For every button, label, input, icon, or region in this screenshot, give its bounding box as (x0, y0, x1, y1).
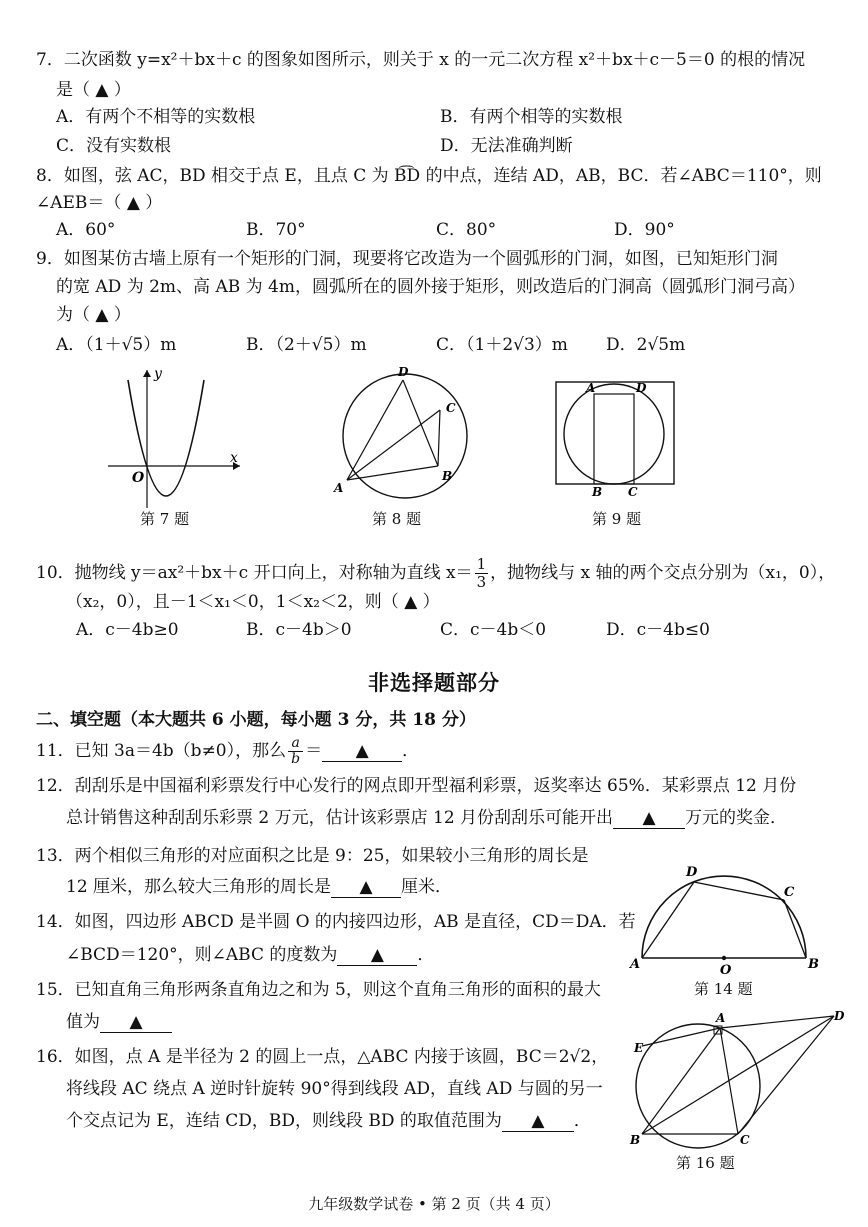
q11-line: 11．已知 3a＝4b（b≠0），那么 $\frac{a}{b}$ ＝ ▲ ． (36, 735, 420, 767)
q16-line3 (66, 1106, 591, 1132)
figure-7-caption: 第 7 题 (140, 510, 190, 528)
q7-stem-line1: 7．二次函数 y=x²＋bx＋c 的图象如图所示，则关于 x 的一元二次方程 x²＋bx＋c－5＝0 的根的情况 (36, 50, 806, 70)
q12-answer-blank[interactable]: ▲ (613, 808, 685, 829)
q7-option-b: B．有两个相等的实数根 (440, 107, 623, 127)
q12-text-part2: 万元的奖金． (685, 808, 788, 828)
q14-text-part1: ∠BCD＝120°，则∠ABC 的度数为 (66, 945, 338, 965)
q7-option-d: D．无法准确判断 (440, 136, 573, 156)
part-two-heading: 二、填空题（本大题共 6 小题，每小题 3 分，共 18 分） (36, 710, 476, 730)
q11-end: ． (402, 741, 420, 761)
figure-14-label-b: B (808, 957, 819, 972)
q12-line2 (66, 803, 787, 829)
figure-14-label-a: A (630, 957, 641, 972)
figure-7-y-label: y (154, 366, 162, 382)
q8-option-b: B．70° (246, 220, 306, 240)
q10-fraction-numerator: 1 (476, 555, 487, 573)
q14-line2 (66, 940, 434, 966)
figure-16-label-d: D (834, 1009, 845, 1023)
q10-fraction-denominator: 3 (476, 573, 487, 591)
figure-7-origin-label: O (132, 470, 145, 486)
q13-answer-blank[interactable]: ▲ (331, 877, 401, 898)
q10-option-c: C．c－4b＜0 (440, 620, 547, 640)
q11-text: 11．已知 3a＝4b（b≠0），那么 (36, 741, 287, 761)
q11-answer-blank[interactable]: ▲ (322, 741, 402, 762)
figure-16-label-b: B (630, 1133, 641, 1147)
q16-line1: 16．如图，点 A 是半径为 2 的圆上一点，△ABC 内接于该圆，BC＝2√2， (36, 1047, 609, 1067)
figure-16-caption: 第 16 题 (676, 1154, 735, 1172)
q9-option-b: B．（2＋√5）m (246, 335, 367, 355)
q14-line1: 14．如图，四边形 ABCD 是半圆 O 的内接四边形，AB 是直径，CD＝DA．若 (36, 912, 636, 932)
q15-text-part1: 值为 (66, 1012, 100, 1032)
figure-9-label-d: D (636, 381, 647, 395)
figure-14-label-d: D (686, 865, 698, 880)
q10-stem-part2: ，抛物线与 x 轴的两个交点分别为（x₁，0）， (490, 563, 836, 583)
q11-fraction-numerator: a (288, 736, 303, 752)
q13-text-part2: 厘米． (401, 877, 453, 897)
figure-8-label-d: D (398, 365, 409, 379)
q10-option-d: D．c－4b≤0 (606, 620, 710, 640)
q9-option-d: D．2√5m (606, 335, 686, 355)
figure-9-label-c: C (628, 485, 638, 499)
figure-9-door-arch (550, 378, 680, 500)
figure-16-label-c: C (740, 1133, 750, 1147)
q7-option-c: C．没有实数根 (56, 136, 172, 156)
q8-option-a: A．60° (56, 220, 116, 240)
figure-7-parabola-graph (100, 362, 250, 512)
q10-fraction (475, 556, 489, 591)
q13-text-part1: 12 厘米，那么较大三角形的周长是 (66, 877, 332, 897)
q13-line2 (66, 872, 452, 898)
q13-line1: 13．两个相似三角形的对应面积之比是 9：25，如果较小三角形的周长是 (36, 846, 589, 866)
figure-16-circle-rotation (628, 1010, 848, 1150)
q16-text-part1: 个交点记为 E，连结 CD，BD，则线段 BD 的取值范围为 (66, 1111, 502, 1131)
q11-fraction-denominator: b (291, 751, 301, 767)
q9-option-a: A．（1＋√5）m (56, 335, 177, 355)
figure-16-label-a: A (716, 1011, 726, 1025)
figure-9-caption: 第 9 题 (592, 510, 642, 528)
q15-answer-blank[interactable]: ▲ (100, 1012, 172, 1033)
q10-option-a: A．c－4b≥0 (76, 620, 179, 640)
q8-stem-line1: 8．如图，弦 AC，BD 相交于点 E，且点 C 为 B͡D 的中点，连结 AD，AB，BC．若∠ABC＝110°，则 (36, 166, 822, 186)
figure-8-circle-chords (330, 365, 470, 500)
section-title: 非选择题部分 (368, 670, 500, 695)
q9-stem-line1: 9．如图某仿古墙上原有一个矩形的门洞，现要将它改造为一个圆弧形的门洞，如图，已知矩形门洞 (36, 249, 778, 269)
figure-7-x-label: x (230, 450, 238, 466)
q10-option-b: B．c－4b＞0 (246, 620, 352, 640)
figure-8-caption: 第 8 题 (372, 510, 422, 528)
figure-9-label-b: B (592, 485, 603, 499)
q14-text-part2: ． (417, 945, 435, 965)
figure-14-label-c: C (784, 885, 795, 900)
q8-option-d: D．90° (614, 220, 675, 240)
q10-stem-line1 (36, 556, 835, 591)
q7-option-a: A．有两个不相等的实数根 (56, 107, 256, 127)
figure-14-semicircle (628, 858, 820, 978)
figure-8-label-c: C (446, 401, 456, 415)
figure-8-label-b: B (442, 469, 453, 483)
q8-stem-line2: ∠AEB＝（ ▲ ） (36, 193, 163, 213)
figure-14-label-o: O (720, 963, 732, 978)
q12-line1: 12．刮刮乐是中国福利彩票发行中心发行的网点即开型福利彩票，返奖率达 65%．某彩票点 12 月份 (36, 776, 797, 796)
q9-stem-line2: 的宽 AD 为 2m、高 AB 为 4m，圆弧所在的圆外接于矩形，则改造后的门洞高（圆弧形门洞弓高） (56, 277, 805, 297)
q14-answer-blank[interactable]: ▲ (337, 945, 417, 966)
figure-9-label-a: A (586, 381, 596, 395)
q16-text-part2: ． (573, 1111, 591, 1131)
q10-stem-part1: 10．抛物线 y＝ax²＋bx＋c 开口向上，对称轴为直线 x＝ (36, 563, 473, 583)
q15-line1: 15．已知直角三角形两条直角边之和为 5，则这个直角三角形的面积的最大 (36, 980, 601, 1000)
figure-16-label-e: E (634, 1041, 644, 1055)
q16-line2: 将线段 AC 绕点 A 逆时针旋转 90°得到线段 AD，直线 AD 与圆的另一 (66, 1079, 603, 1099)
q8-option-c: C．80° (436, 220, 497, 240)
q16-answer-blank[interactable]: ▲ (502, 1111, 574, 1132)
q12-text-part1: 总计销售这种刮刮乐彩票 2 万元，估计该彩票店 12 月份刮刮乐可能开出 (66, 808, 614, 828)
q7-stem-line2: 是（ ▲ ） (56, 80, 131, 100)
q15-line2 (66, 1007, 172, 1033)
q9-stem-line3: 为（ ▲ ） (56, 305, 131, 325)
q11-fraction (288, 736, 303, 767)
q9-option-c: C．（1＋2√3）m (436, 335, 568, 355)
figure-8-label-a: A (334, 481, 344, 495)
q10-stem-line2: （x₂，0），且－1＜x₁＜0，1＜x₂＜2，则（ ▲ ） (66, 592, 440, 612)
figure-14-caption: 第 14 题 (694, 980, 753, 998)
page-footer: 九年级数学试卷 • 第 2 页（共 4 页） (308, 1195, 560, 1213)
